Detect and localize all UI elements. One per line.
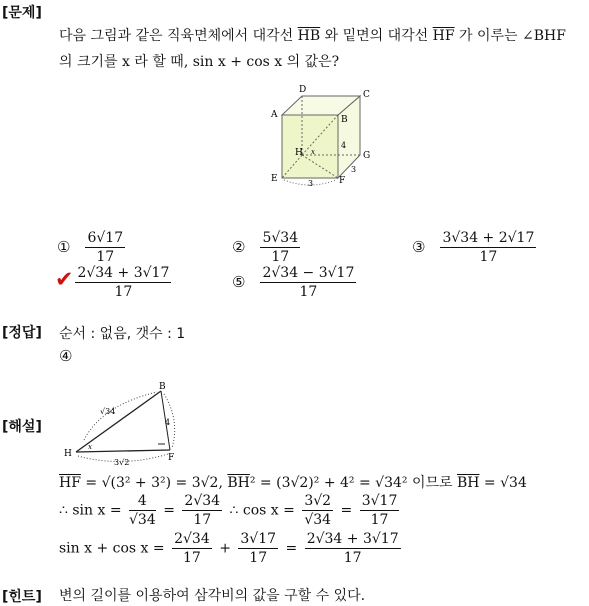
segment-hb: $\overline{HB}$ xyxy=(297,28,321,44)
option-fraction xyxy=(260,230,300,265)
label-c: C xyxy=(363,90,370,100)
option-fraction xyxy=(440,230,536,265)
math-text: ² = (3√2)² + 4² = √34² 이므로 xyxy=(249,475,457,491)
option-4-selected[interactable] xyxy=(55,265,174,300)
segment-hf: $\overline{HF}$ xyxy=(432,28,455,44)
section-problem-label: [문제] xyxy=(2,5,42,21)
label-f: F xyxy=(339,176,346,186)
denominator: 17 xyxy=(343,550,362,566)
option-2[interactable] xyxy=(232,230,303,265)
numerator: 2√34 − 3√17 xyxy=(262,265,355,281)
dim-3-bottom: 3 xyxy=(308,179,314,188)
tri-side-sqrt34: √34 xyxy=(100,407,116,416)
numerator: 2√34 xyxy=(174,531,210,547)
tri-label-b: B xyxy=(159,382,166,392)
segment-bh: $\overline{BH}$ xyxy=(456,475,480,491)
option-5[interactable] xyxy=(232,265,359,300)
tri-side-3sqrt2: 3√2 xyxy=(114,458,130,467)
math-text: + xyxy=(214,540,236,557)
option-3[interactable] xyxy=(412,230,539,265)
tri-label-h: H xyxy=(64,449,72,459)
segment-hf: $\overline{HF}$ xyxy=(59,475,81,491)
dim-4: 4 xyxy=(341,141,347,150)
section-answer-label: [정답] xyxy=(2,325,42,341)
denominator: √34 xyxy=(304,512,332,528)
denominator: 17 xyxy=(370,512,389,528)
numerator: 3√17 xyxy=(240,531,277,547)
fraction xyxy=(305,531,401,566)
denominator: 17 xyxy=(479,249,498,265)
option-1[interactable] xyxy=(57,230,128,265)
tri-label-x: x xyxy=(88,443,92,451)
denominator: 17 xyxy=(271,249,290,265)
label-a: A xyxy=(271,110,278,120)
denominator: 17 xyxy=(193,512,212,528)
label-g: G xyxy=(363,151,371,161)
label-e: E xyxy=(271,174,278,184)
math-text: ∴ sin x = xyxy=(59,502,127,519)
option-fraction xyxy=(260,265,356,300)
math-text: = xyxy=(336,502,357,519)
fraction xyxy=(302,493,333,528)
problem-text: 다음 그림과 같은 직육면체에서 대각선 xyxy=(59,28,298,44)
label-d: D xyxy=(299,85,307,95)
option-fraction xyxy=(75,265,171,300)
dim-3-side: 3 xyxy=(351,165,357,174)
numerator: 3√34 + 2√17 xyxy=(442,230,535,246)
hint-text: 변의 길이를 이용하여 삼각비의 값을 구할 수 있다. xyxy=(59,588,366,604)
cuboid-figure xyxy=(262,82,382,192)
numerator: 6√17 xyxy=(87,230,124,246)
segment-bh: $\overline{BH}$ xyxy=(227,475,250,491)
problem-line-1 xyxy=(59,25,566,45)
label-b: B xyxy=(341,115,348,125)
denominator: 17 xyxy=(299,284,318,300)
math-text: ∴ cos x = xyxy=(225,502,300,519)
math-text: sin x + cos x = xyxy=(59,540,170,557)
explanation-line-2 xyxy=(59,493,402,528)
triangle-figure xyxy=(62,380,182,470)
option-fraction xyxy=(85,230,125,265)
answer-choice: ④ xyxy=(59,347,73,365)
numerator: 3√17 xyxy=(361,493,398,509)
math-text: = √34 xyxy=(479,475,527,491)
tri-label-f: F xyxy=(168,453,175,463)
explanation-line-3 xyxy=(59,531,404,566)
explanation-line-1 xyxy=(59,472,527,492)
option-mark: ⑤ xyxy=(232,272,246,291)
option-mark: ③ xyxy=(412,237,426,256)
denominator: 17 xyxy=(114,284,133,300)
numerator: 3√2 xyxy=(304,493,332,509)
numerator: 2√34 + 3√17 xyxy=(306,531,399,547)
problem-text: 가 이루는 ∠BHF xyxy=(454,28,566,44)
fraction xyxy=(172,531,212,566)
math-text: = √(3² + 3²) = 3√2, xyxy=(80,475,228,491)
fraction xyxy=(182,493,222,528)
math-text: = xyxy=(158,502,180,519)
math-text: = xyxy=(281,540,302,557)
fraction xyxy=(238,531,278,566)
numerator: 2√34 xyxy=(184,493,221,509)
denominator: √34 xyxy=(129,512,156,528)
option-mark: ② xyxy=(232,237,246,256)
label-x: x xyxy=(311,148,315,156)
arc-sqrt34 xyxy=(84,392,157,440)
fraction xyxy=(360,493,400,528)
section-explanation-label: [해설] xyxy=(2,419,42,435)
problem-text: 와 밑면의 대각선 xyxy=(320,28,433,44)
section-hint-label: [힌트] xyxy=(2,589,42,605)
fraction xyxy=(129,493,156,528)
denominator: 17 xyxy=(183,550,201,566)
numerator: 4 xyxy=(129,493,156,511)
label-h: H xyxy=(295,148,303,158)
numerator: 2√34 + 3√17 xyxy=(77,265,170,281)
checkmark-icon: ✔ xyxy=(55,267,74,293)
numerator: 5√34 xyxy=(262,230,299,246)
problem-line-2: 의 크기를 x 라 할 때, sin x + cos x 의 값은? xyxy=(59,54,340,70)
answer-order: 순서 : 없음, 갯수 : 1 xyxy=(59,326,186,342)
option-mark: ① xyxy=(57,237,71,256)
denominator: 17 xyxy=(96,249,115,265)
tri-side-4: 4 xyxy=(165,418,171,427)
denominator: 17 xyxy=(249,550,268,566)
